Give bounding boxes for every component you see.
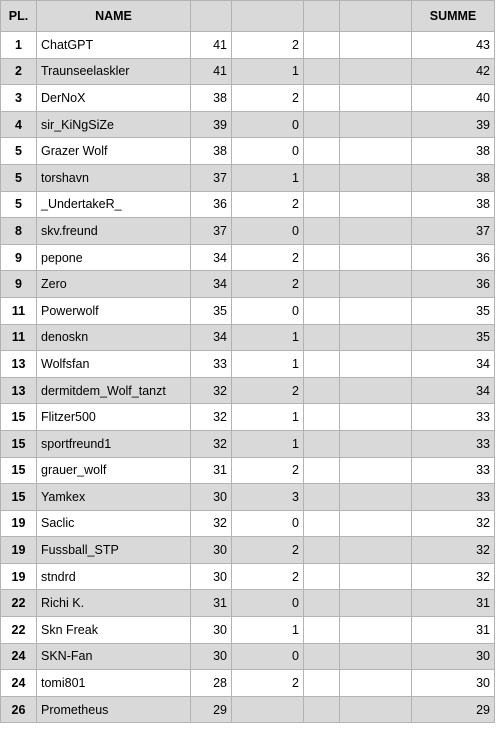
empty-cell [304, 563, 340, 590]
sum-cell: 33 [412, 484, 495, 511]
table-row [1, 244, 495, 271]
name-cell: Powerwolf [37, 297, 191, 324]
name-cell: Fussball_STP [37, 537, 191, 564]
points-cell: 36 [191, 191, 232, 218]
table-row [1, 537, 495, 564]
empty-cell [304, 590, 340, 617]
table-row [1, 670, 495, 697]
header-col-3 [191, 1, 232, 32]
points-cell: 35 [191, 297, 232, 324]
name-cell: Zero [37, 271, 191, 298]
table-row [1, 297, 495, 324]
table-row [1, 138, 495, 165]
points-cell: 32 [191, 377, 232, 404]
points-cell: 32 [191, 404, 232, 431]
place-cell: 11 [1, 297, 37, 324]
sum-cell: 35 [412, 324, 495, 351]
empty-cell [304, 32, 340, 59]
bonus-cell: 1 [232, 324, 304, 351]
table-row [1, 404, 495, 431]
table-row [1, 643, 495, 670]
header-col-6 [340, 1, 412, 32]
points-cell: 32 [191, 430, 232, 457]
bonus-cell: 2 [232, 563, 304, 590]
header-col-5 [304, 1, 340, 32]
sum-cell: 32 [412, 537, 495, 564]
table-row [1, 696, 495, 723]
name-cell: dermitdem_Wolf_tanzt [37, 377, 191, 404]
points-cell: 34 [191, 244, 232, 271]
bonus-cell: 2 [232, 191, 304, 218]
empty-cell [304, 138, 340, 165]
points-cell: 30 [191, 537, 232, 564]
name-cell: Yamkex [37, 484, 191, 511]
sum-cell: 39 [412, 111, 495, 138]
place-cell: 8 [1, 218, 37, 245]
place-cell: 1 [1, 32, 37, 59]
empty-cell [304, 404, 340, 431]
bonus-cell: 0 [232, 510, 304, 537]
empty-cell [340, 537, 412, 564]
name-cell: Saclic [37, 510, 191, 537]
empty-cell [340, 457, 412, 484]
sum-cell: 38 [412, 138, 495, 165]
table-row [1, 164, 495, 191]
bonus-cell: 1 [232, 58, 304, 85]
empty-cell [304, 643, 340, 670]
sum-cell: 38 [412, 191, 495, 218]
name-cell: SKN-Fan [37, 643, 191, 670]
empty-cell [340, 191, 412, 218]
points-cell: 34 [191, 324, 232, 351]
bonus-cell: 1 [232, 617, 304, 644]
points-cell: 39 [191, 111, 232, 138]
empty-cell [304, 244, 340, 271]
empty-cell [340, 617, 412, 644]
empty-cell [304, 111, 340, 138]
points-cell: 38 [191, 85, 232, 112]
place-cell: 15 [1, 484, 37, 511]
sum-cell: 42 [412, 58, 495, 85]
table-row [1, 58, 495, 85]
header-sum: SUMME [412, 1, 495, 32]
bonus-cell: 0 [232, 111, 304, 138]
bonus-cell: 2 [232, 271, 304, 298]
name-cell: Grazer Wolf [37, 138, 191, 165]
sum-cell: 38 [412, 164, 495, 191]
points-cell: 33 [191, 351, 232, 378]
place-cell: 13 [1, 377, 37, 404]
empty-cell [340, 351, 412, 378]
bonus-cell: 2 [232, 537, 304, 564]
table-row [1, 218, 495, 245]
points-cell: 37 [191, 218, 232, 245]
empty-cell [340, 696, 412, 723]
empty-cell [340, 297, 412, 324]
sum-cell: 31 [412, 590, 495, 617]
table-row [1, 510, 495, 537]
points-cell: 31 [191, 457, 232, 484]
place-cell: 15 [1, 457, 37, 484]
empty-cell [340, 164, 412, 191]
table-row [1, 271, 495, 298]
empty-cell [304, 430, 340, 457]
sum-cell: 43 [412, 32, 495, 59]
points-cell: 32 [191, 510, 232, 537]
table-row [1, 617, 495, 644]
empty-cell [304, 670, 340, 697]
empty-cell [340, 404, 412, 431]
table-row [1, 85, 495, 112]
points-cell: 30 [191, 484, 232, 511]
points-cell: 29 [191, 696, 232, 723]
place-cell: 4 [1, 111, 37, 138]
name-cell: grauer_wolf [37, 457, 191, 484]
header-row [1, 1, 495, 32]
bonus-cell: 0 [232, 590, 304, 617]
empty-cell [304, 324, 340, 351]
place-cell: 24 [1, 670, 37, 697]
empty-cell [340, 271, 412, 298]
bonus-cell: 1 [232, 430, 304, 457]
points-cell: 28 [191, 670, 232, 697]
standings-body [1, 32, 495, 723]
name-cell: DerNoX [37, 85, 191, 112]
table-row [1, 324, 495, 351]
place-cell: 22 [1, 617, 37, 644]
empty-cell [304, 218, 340, 245]
empty-cell [340, 111, 412, 138]
bonus-cell: 0 [232, 297, 304, 324]
name-cell: torshavn [37, 164, 191, 191]
empty-cell [340, 670, 412, 697]
sum-cell: 36 [412, 271, 495, 298]
points-cell: 37 [191, 164, 232, 191]
table-row [1, 563, 495, 590]
name-cell: stndrd [37, 563, 191, 590]
sum-cell: 40 [412, 85, 495, 112]
sum-cell: 30 [412, 643, 495, 670]
table-row [1, 191, 495, 218]
name-cell: Wolfsfan [37, 351, 191, 378]
empty-cell [340, 484, 412, 511]
bonus-cell [232, 696, 304, 723]
name-cell: _UndertakeR_ [37, 191, 191, 218]
sum-cell: 30 [412, 670, 495, 697]
points-cell: 41 [191, 58, 232, 85]
sum-cell: 34 [412, 351, 495, 378]
empty-cell [304, 484, 340, 511]
empty-cell [304, 377, 340, 404]
sum-cell: 31 [412, 617, 495, 644]
empty-cell [304, 457, 340, 484]
name-cell: ChatGPT [37, 32, 191, 59]
name-cell: Flitzer500 [37, 404, 191, 431]
empty-cell [304, 85, 340, 112]
header-place: PL. [1, 1, 37, 32]
name-cell: denoskn [37, 324, 191, 351]
place-cell: 19 [1, 563, 37, 590]
sum-cell: 32 [412, 563, 495, 590]
table-row [1, 590, 495, 617]
empty-cell [304, 58, 340, 85]
points-cell: 34 [191, 271, 232, 298]
name-cell: pepone [37, 244, 191, 271]
place-cell: 19 [1, 510, 37, 537]
empty-cell [340, 430, 412, 457]
empty-cell [340, 590, 412, 617]
table-row [1, 32, 495, 59]
table-row [1, 351, 495, 378]
place-cell: 5 [1, 164, 37, 191]
empty-cell [340, 563, 412, 590]
table-row [1, 111, 495, 138]
empty-cell [340, 85, 412, 112]
place-cell: 26 [1, 696, 37, 723]
sum-cell: 33 [412, 457, 495, 484]
table-row [1, 484, 495, 511]
place-cell: 11 [1, 324, 37, 351]
name-cell: tomi801 [37, 670, 191, 697]
sum-cell: 35 [412, 297, 495, 324]
sum-cell: 29 [412, 696, 495, 723]
empty-cell [340, 324, 412, 351]
empty-cell [340, 32, 412, 59]
table-row [1, 430, 495, 457]
bonus-cell: 2 [232, 377, 304, 404]
sum-cell: 32 [412, 510, 495, 537]
bonus-cell: 1 [232, 164, 304, 191]
empty-cell [340, 377, 412, 404]
empty-cell [340, 218, 412, 245]
empty-cell [340, 138, 412, 165]
sum-cell: 37 [412, 218, 495, 245]
table-row [1, 457, 495, 484]
place-cell: 5 [1, 191, 37, 218]
place-cell: 19 [1, 537, 37, 564]
place-cell: 22 [1, 590, 37, 617]
name-cell: Richi K. [37, 590, 191, 617]
empty-cell [304, 191, 340, 218]
sum-cell: 34 [412, 377, 495, 404]
bonus-cell: 1 [232, 404, 304, 431]
empty-cell [304, 351, 340, 378]
points-cell: 30 [191, 643, 232, 670]
bonus-cell: 0 [232, 138, 304, 165]
bonus-cell: 1 [232, 351, 304, 378]
points-cell: 41 [191, 32, 232, 59]
bonus-cell: 3 [232, 484, 304, 511]
place-cell: 3 [1, 85, 37, 112]
empty-cell [340, 244, 412, 271]
bonus-cell: 2 [232, 32, 304, 59]
place-cell: 9 [1, 244, 37, 271]
place-cell: 5 [1, 138, 37, 165]
sum-cell: 33 [412, 404, 495, 431]
empty-cell [340, 643, 412, 670]
bonus-cell: 0 [232, 643, 304, 670]
empty-cell [304, 537, 340, 564]
bonus-cell: 2 [232, 670, 304, 697]
name-cell: skv.freund [37, 218, 191, 245]
place-cell: 15 [1, 430, 37, 457]
empty-cell [304, 164, 340, 191]
place-cell: 13 [1, 351, 37, 378]
name-cell: Prometheus [37, 696, 191, 723]
sum-cell: 33 [412, 430, 495, 457]
empty-cell [304, 297, 340, 324]
points-cell: 30 [191, 617, 232, 644]
empty-cell [340, 58, 412, 85]
header-col-4 [232, 1, 304, 32]
place-cell: 2 [1, 58, 37, 85]
sum-cell: 36 [412, 244, 495, 271]
empty-cell [304, 696, 340, 723]
empty-cell [304, 617, 340, 644]
bonus-cell: 0 [232, 218, 304, 245]
name-cell: sir_KiNgSiZe [37, 111, 191, 138]
place-cell: 9 [1, 271, 37, 298]
points-cell: 31 [191, 590, 232, 617]
place-cell: 24 [1, 643, 37, 670]
bonus-cell: 2 [232, 457, 304, 484]
place-cell: 15 [1, 404, 37, 431]
table-row [1, 377, 495, 404]
name-cell: Skn Freak [37, 617, 191, 644]
name-cell: sportfreund1 [37, 430, 191, 457]
empty-cell [340, 510, 412, 537]
points-cell: 30 [191, 563, 232, 590]
points-cell: 38 [191, 138, 232, 165]
bonus-cell: 2 [232, 244, 304, 271]
empty-cell [304, 510, 340, 537]
header-name: NAME [37, 1, 191, 32]
name-cell: Traunseelaskler [37, 58, 191, 85]
empty-cell [304, 271, 340, 298]
bonus-cell: 2 [232, 85, 304, 112]
